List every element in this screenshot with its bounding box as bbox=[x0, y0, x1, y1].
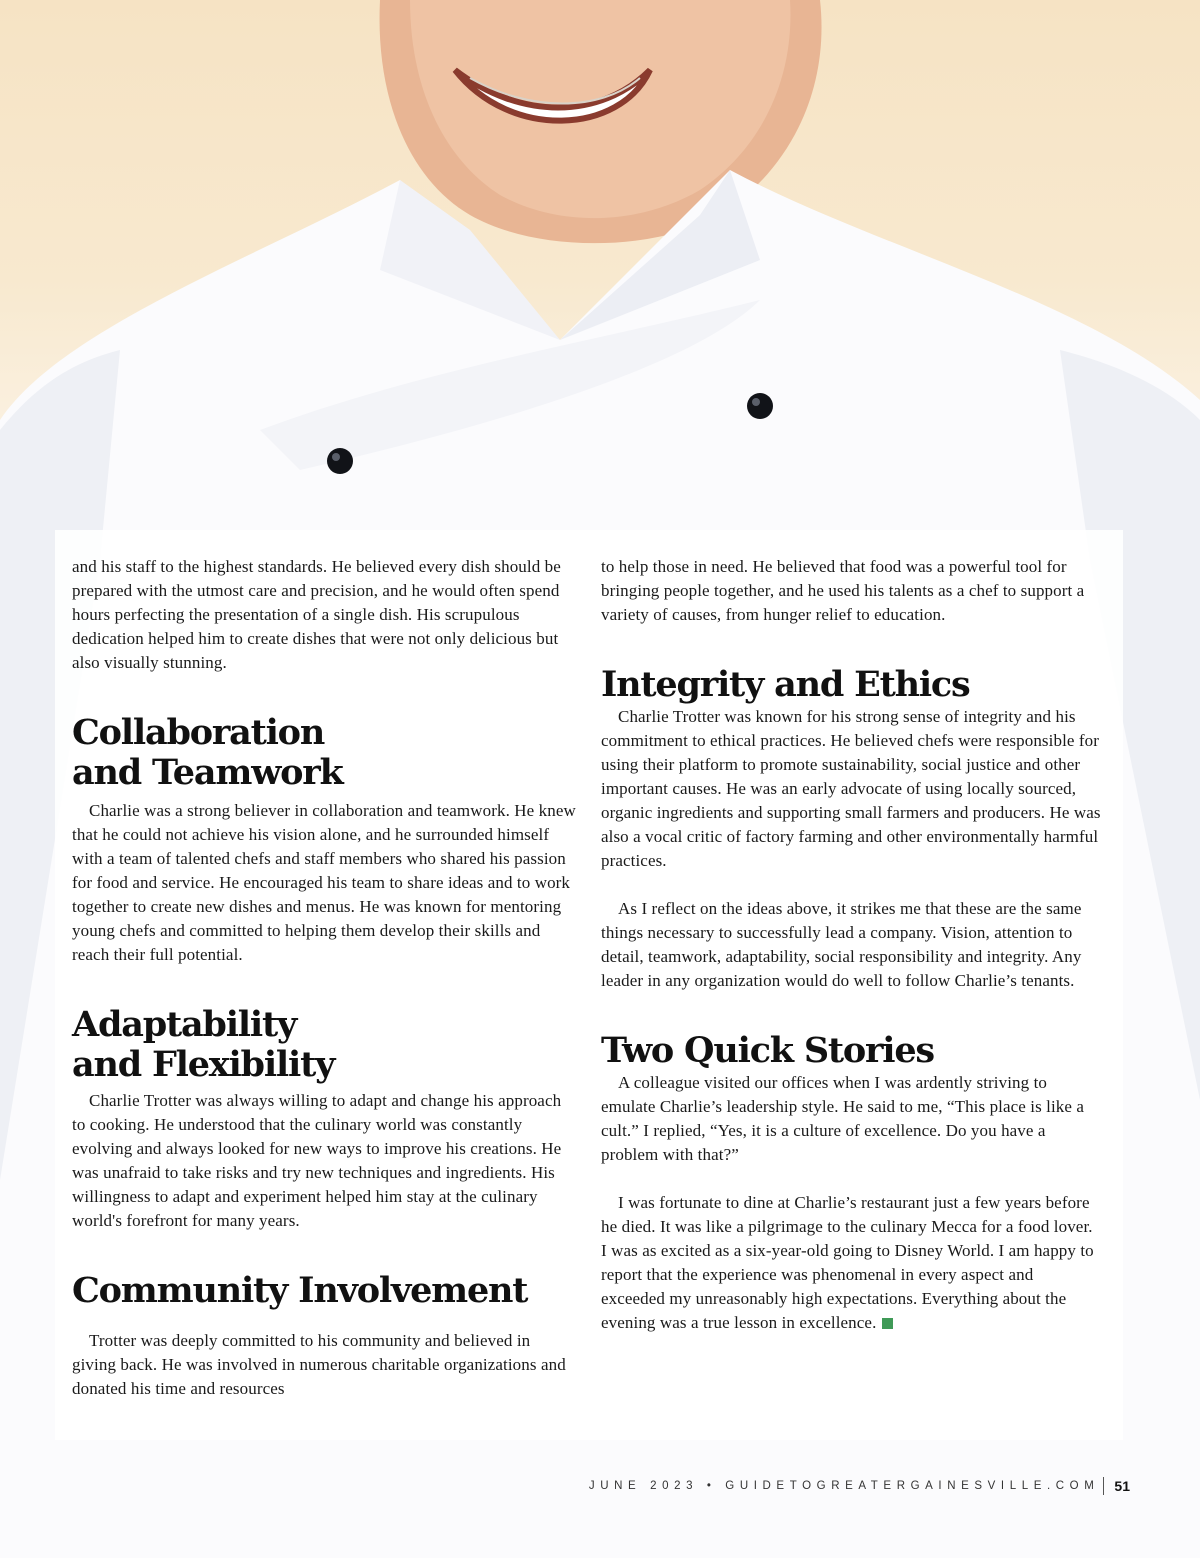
right-column bbox=[601, 555, 1101, 1335]
footer-running-text: JUNE 2023 • GUIDETOGREATERGAINESVILLE.COM bbox=[588, 1480, 1100, 1492]
page-number: 51 bbox=[1114, 1478, 1130, 1494]
heading-line: and Teamwork bbox=[72, 752, 343, 793]
heading-adaptability bbox=[72, 1005, 577, 1085]
page-footer bbox=[589, 1476, 1130, 1496]
adaptability-body: Charlie Trotter was always willing to adapt and change his approach to cooking. He understood that the culinary world was constantly evolving and always looked for new ways to improve his creations. He was unafraid to take risks and try new techniques and ingredients. His willingness to adapt and experiment helped him stay at the culinary world's forefront for many years. bbox=[72, 1091, 562, 1230]
story-two-paragraph bbox=[601, 1191, 1101, 1335]
heading-community: Community Involvement bbox=[72, 1270, 528, 1311]
heading-line: and Flexibility bbox=[72, 1044, 335, 1085]
end-mark-icon bbox=[882, 1318, 893, 1329]
heading-line: Adaptability bbox=[72, 1004, 297, 1045]
heading-collaboration bbox=[72, 713, 577, 793]
intro-paragraph: to help those in need. He believed that food was a powerful tool for bringing people together, and he used his talents as a chef to support a variety of causes, from hunger relief to education. bbox=[601, 557, 1085, 624]
reflection-paragraph: As I reflect on the ideas above, it strikes me that these are the same things necessary to successfully lead a company. Vision, attention to detail, teamwork, adaptability, social responsibility and integrity. Any leader in any organization would do well to follow Charlie’s tenants. bbox=[601, 899, 1082, 990]
community-body: Trotter was deeply committed to his community and believed in giving back. He was involved in numerous charitable organizations and donated his time and resources bbox=[72, 1331, 566, 1398]
left-column bbox=[72, 555, 577, 1401]
footer-divider bbox=[1103, 1477, 1104, 1495]
heading-line: Collaboration bbox=[72, 712, 325, 753]
heading-integrity: Integrity and Ethics bbox=[601, 664, 970, 705]
intro-paragraph: and his staff to the highest standards. He believed every dish should be prepared with the utmost care and precision, and he would often spend hours perfecting the presentation of a single dish. His scrupulous dedication helped him to create dishes that were not only delicious but also visually stunning. bbox=[72, 557, 561, 672]
story-two: I was fortunate to dine at Charlie’s restaurant just a few years before he died. It was like a pilgrimage to the culinary Mecca for a food lover. I was as excited as a six-year-old going to Disney World. I am happy to report that the experience was phenomenal in every aspect and exceeded my unreasonably high expectations. Everything about the evening was a true lesson in excellence. bbox=[601, 1193, 1094, 1332]
collaboration-body: Charlie was a strong believer in collaboration and teamwork. He knew that he could not achieve his vision alone, and he surrounded himself with a team of talented chefs and staff members who shared his passion for food and service. He encouraged his team to share ideas and to work together to create new dishes and menus. He was known for mentoring young chefs and committed to helping them develop their skills and reach their full potential. bbox=[72, 801, 576, 964]
story-one: A colleague visited our offices when I was ardently striving to emulate Charlie’s leadership style. He said to me, “This place is like a cult.” I replied, “Yes, it is a culture of excellence. Do you have a problem with that?” bbox=[601, 1073, 1085, 1164]
integrity-body: Charlie Trotter was known for his strong sense of integrity and his commitment to ethical practices. He believed chefs were responsible for using their platform to promote sustainability, social justice and other important causes. He was an early advocate of using locally sourced, organic ingredients and supporting small farmers and producers. He was also a vocal critic of factory farming and other environmentally harmful practices. bbox=[601, 707, 1101, 870]
heading-stories: Two Quick Stories bbox=[601, 1030, 934, 1071]
